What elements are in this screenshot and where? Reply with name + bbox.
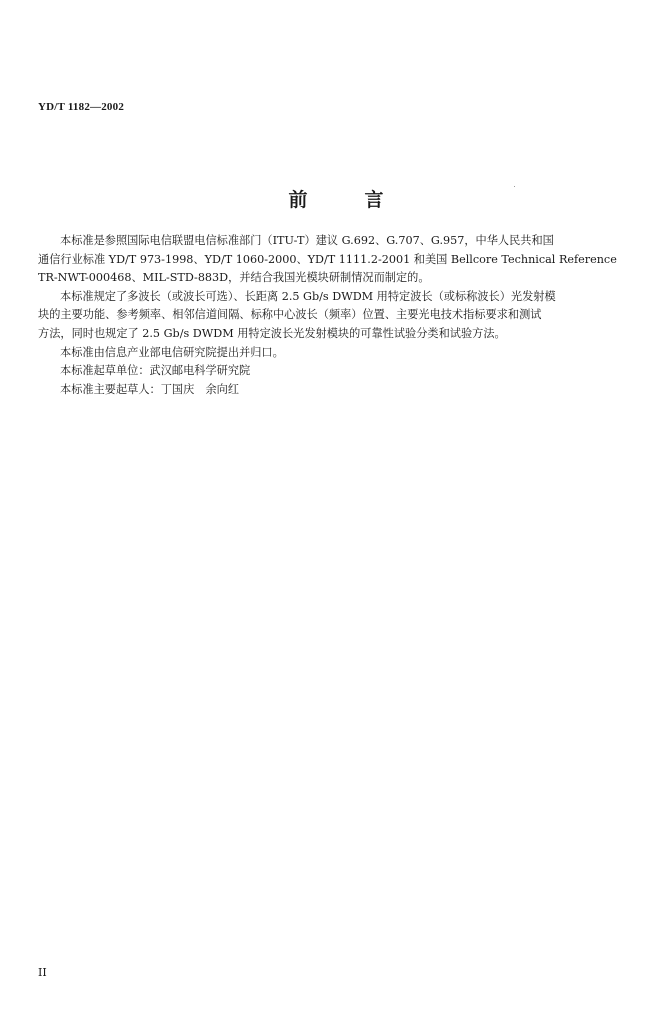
paragraph-line: 块的主要功能、参考频率、相邻信道间隔、标称中心波长（频率）位置、主要光电技术指标要求和测试 [38, 308, 542, 322]
paragraph-line: 本标准起草单位：武汉邮电科学研究院 [60, 364, 251, 378]
standard-code: YD/T 1182—2002 [38, 101, 125, 113]
paragraph-line: TR-NWT-000468、MIL-STD-883D，并结合我国光模块研制情况而制定的。 [38, 271, 430, 285]
paragraph-drafters [38, 381, 638, 400]
paragraph-scope [38, 288, 638, 344]
paragraph-references [38, 232, 638, 288]
page-number: II [38, 966, 47, 979]
paragraph-line: 本标准是参照国际电信联盟电信标准部门（ITU-T）建议 G.692、G.707、G.957，中华人民共和国 [60, 234, 554, 247]
paragraph-line: 通信行业标准 YD/T 973-1998、YD/T 1060-2000、YD/T 1111.2-2001 和美国 Bellcore Technical Reference [38, 252, 617, 266]
paragraph-drafting-unit [38, 362, 638, 381]
page-title: 前 言 [288, 189, 384, 211]
paragraph-line: 本标准由信息产业部电信研究院提出并归口。 [60, 345, 284, 359]
foreword-body [38, 232, 638, 399]
paragraph-line: 本标准规定了多波长（或波长可选）、长距离 2.5 Gb/s DWDM 用特定波长（或标称波长）光发射模 [60, 289, 556, 303]
paragraph-line: 本标准主要起草人：丁国庆 余向红 [60, 382, 240, 396]
paragraph-proposer [38, 344, 638, 363]
paragraph-line: 方法，同时也规定了 2.5 Gb/s DWDM 用特定波长光发射模块的可靠性试验分类和试验方法。 [38, 326, 506, 340]
